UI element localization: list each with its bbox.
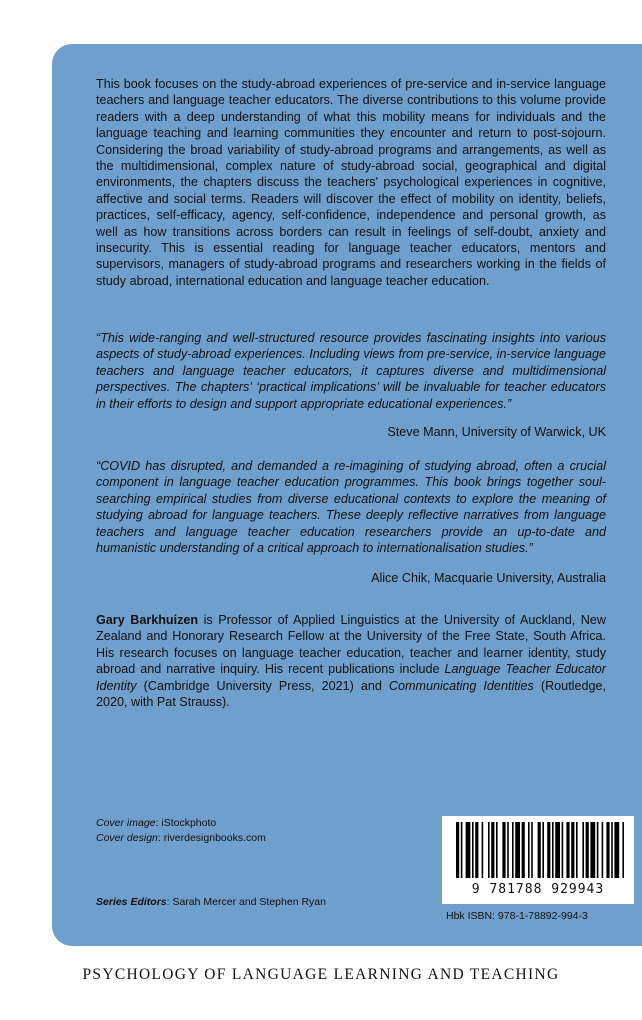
isbn-barcode — [442, 816, 634, 904]
author-bio — [96, 612, 606, 710]
barcode-digits: 9 781788 929943 — [471, 882, 605, 897]
endorsement-quote-2: “COVID has disrupted, and demanded a re-imagining of studying abroad, often a crucial component in language teacher education programmes. This book brings together soul-searching empirical studies from diverse educational contexts to explore the meaning of studying abroad for language teachers. These deeply reflective narratives from language teachers and language teacher education researchers provide an up-to-date and humanistic understanding of a critical approach to internationalisation studies.” — [96, 459, 606, 556]
barcode-bar — [611, 822, 613, 878]
endorsement-attribution-1: Steve Mann, University of Warwick, UK — [387, 425, 606, 439]
barcode-bar — [538, 822, 541, 878]
barcode-bar — [555, 822, 560, 878]
barcode-bar — [491, 822, 494, 878]
cover-credits — [96, 816, 266, 846]
barcode-bar — [502, 822, 505, 878]
barcode-bar — [602, 822, 604, 878]
barcode-bar — [552, 822, 554, 878]
barcode-bar — [614, 822, 619, 878]
bio-text-3: (Routledge, 2020, with Pat Strauss). — [96, 678, 607, 710]
barcode-bar — [466, 822, 471, 878]
series-editors: Series Editors: Sarah Mercer and Stephen Ryan — [96, 896, 326, 908]
series-title: PSYCHOLOGY OF LANGUAGE LEARNING AND TEACHING — [82, 966, 560, 983]
cover-image-credit: Cover image: iStockphoto — [96, 817, 217, 829]
barcode-bar — [542, 822, 544, 878]
barcode-bar — [590, 822, 595, 878]
barcode-bar — [582, 822, 584, 878]
barcode-bar — [528, 822, 530, 878]
bio-text-1: is Professor of Applied Linguistics at the University of Auckland, New Zealand and Honorary Research Fellow at the University of the Free State, South Africa. His research focuses on language teacher education, teacher and learner identity, study abroad and narrative inquiry. His recent publications include — [96, 613, 606, 677]
cover-design-credit: Cover design: riverdesignbooks.com — [96, 832, 266, 844]
barcode-bar — [562, 822, 564, 878]
barcode-bar — [571, 822, 574, 878]
endorsement-quote-1: “This wide-ranging and well-structured resource provides fascinating insights into various aspects of study-abroad experiences. Including views from pre-service, in-service language teachers and language teacher educators, it captures diverse and multidimensional perspectives. The chapters' ‘practical implications’ will be invaluable for teacher educators in their efforts to design and support appropriate educational experiences.” — [96, 331, 606, 411]
barcode-bar — [515, 822, 520, 878]
barcode-bar — [488, 822, 490, 878]
barcode-bar — [461, 822, 463, 878]
bio-book-2: Communicating Identities — [388, 678, 534, 693]
barcode-bar — [456, 822, 459, 878]
barcode-bar — [547, 822, 550, 878]
barcode-bar — [496, 822, 498, 878]
isbn-number: Hbk ISBN: 978-1-78892-994-3 — [446, 910, 588, 922]
barcode-bar — [475, 822, 478, 878]
barcode-bar — [586, 822, 589, 878]
barcode-bar — [606, 822, 609, 878]
endorsement-attribution-2: Alice Chik, Macquarie University, Australia — [371, 571, 606, 585]
barcode-bar — [512, 822, 514, 878]
barcode-bar — [482, 822, 484, 878]
barcode-bar — [566, 822, 569, 878]
barcode-bar — [597, 822, 599, 878]
author-name: Gary Barkhuizen — [96, 613, 199, 627]
barcode-bar — [531, 822, 533, 878]
barcode-bars — [448, 822, 628, 880]
bio-book-1: Language Teacher Educator Identity — [96, 662, 606, 693]
barcode-bar — [622, 822, 624, 878]
bio-text-2: (Cambridge University Press, 2021) and — [136, 678, 389, 693]
barcode-bar — [507, 822, 509, 878]
barcode-bar — [576, 822, 578, 878]
book-description: This book focuses on the study-abroad experiences of pre-service and in-service language teachers and language teacher educators. The diverse contributions to this volume provide readers with a deep understanding of what this mobility means for individuals and the language teaching and learning communities they encounter and return to post-sojourn. Considering the broad variability of study-abroad programs and arrangements, as well as the multidimensional, complex nature of study-abroad social, geographical and digital environments, the chapters discuss the teachers' psychological experiences in cognitive, affective and social terms. Readers will discover the effect of mobility on identity, beliefs, practices, self-efficacy, agency, self-confidence, independence and personal growth, as well as how transitions across borders can result in feelings of self-doubt, anxiety and insecurity. This is essential reading for language teacher educators, mentors and supervisors, managers of study-abroad programs and researchers working in the fields of study abroad, international education and language teacher education. — [96, 77, 606, 288]
barcode-bar — [472, 822, 474, 878]
barcode-bar — [522, 822, 525, 878]
